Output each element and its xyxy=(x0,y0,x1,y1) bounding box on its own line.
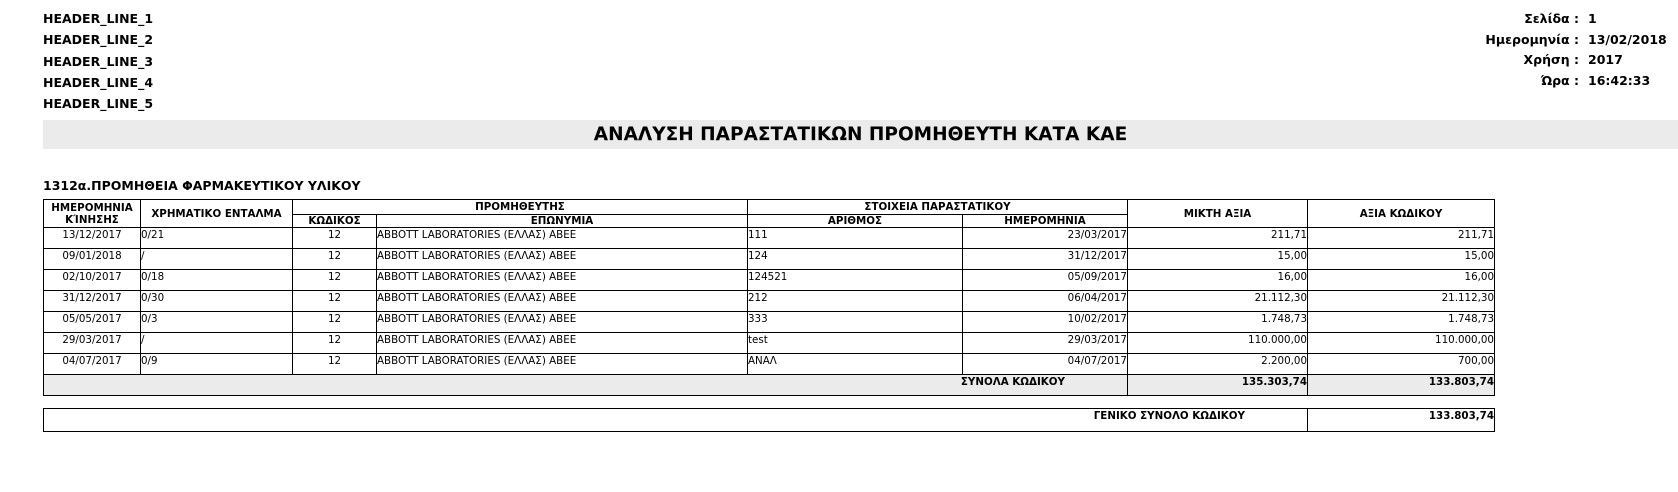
totals-label xyxy=(44,375,1128,396)
table-row xyxy=(44,249,1495,270)
meta-year xyxy=(1380,50,1667,71)
cell-name: ABBOTT LABORATORIES (ΕΛΛΑΣ) ΑΒΕΕ xyxy=(377,312,748,333)
col-code-value: ΑΞΙΑ ΚΩΔΙΚΟΥ xyxy=(1308,200,1495,228)
col-supplier-group: ΠΡΟΜΗΘΕΥΤΗΣ xyxy=(293,200,748,215)
cell-name: ABBOTT LABORATORIES (ΕΛΛΑΣ) ΑΒΕΕ xyxy=(377,291,748,312)
cell-code: 12 xyxy=(293,270,377,291)
cell-gross: 1.748,73 xyxy=(1128,312,1308,333)
time-label: Ώρα : xyxy=(1540,72,1579,88)
totals-value: 133.803,74 xyxy=(1308,375,1495,396)
report-meta xyxy=(1380,9,1667,91)
col-gross-value: ΜΙΚΤΗ ΑΞΙΑ xyxy=(1128,200,1308,228)
table-row xyxy=(44,270,1495,291)
col-document-group: ΣΤΟΙΧΕΙΑ ΠΑΡΑΣΤΑΤΙΚΟΥ xyxy=(748,200,1128,215)
cell-value: 1.748,73 xyxy=(1308,312,1495,333)
section-title: 1312α.ΠΡΟΜΗΘΕΙΑ ΦΑΡΜΑΚΕΥΤΙΚΟΥ ΥΛΙΚΟΥ xyxy=(43,178,361,193)
cell-name: ABBOTT LABORATORIES (ΕΛΛΑΣ) ΑΒΕΕ xyxy=(377,333,748,354)
grand-total-label-text: ΓΕΝΙΚΟ ΣΥΝΟΛΟ ΚΩΔΙΚΟΥ xyxy=(1093,410,1245,422)
report-title: ΑΝΑΛΥΣΗ ΠΑΡΑΣΤΑΤΙΚΩΝ ΠΡΟΜΗΘΕΥΤΗ ΚΑΤΑ ΚΑΕ xyxy=(43,120,1678,149)
header-lines xyxy=(43,8,153,114)
cell-value: 110.000,00 xyxy=(1308,333,1495,354)
cell-number: ΑΝΑΛ xyxy=(748,354,963,375)
cell-date: 02/10/2017 xyxy=(44,270,141,291)
cell-date: 13/12/2017 xyxy=(44,228,141,249)
cell-date: 29/03/2017 xyxy=(44,333,141,354)
cell-value: 21.112,30 xyxy=(1308,291,1495,312)
cell-name: ABBOTT LABORATORIES (ΕΛΛΑΣ) ΑΒΕΕ xyxy=(377,354,748,375)
table-row xyxy=(44,333,1495,354)
header-line-1: HEADER_LINE_1 xyxy=(43,11,154,26)
table-row xyxy=(44,312,1495,333)
table-row xyxy=(44,291,1495,312)
page-label: Σελίδα : xyxy=(1524,11,1579,26)
header-line-5: HEADER_LINE_5 xyxy=(43,96,154,112)
date-label: Ημερομηνία : xyxy=(1485,31,1579,47)
meta-time xyxy=(1380,71,1667,92)
cell-code: 12 xyxy=(293,333,377,354)
year-value: 2017 xyxy=(1588,52,1623,67)
cell-code: 12 xyxy=(293,291,377,312)
header-line-4: HEADER_LINE_4 xyxy=(43,74,154,90)
header-line-2: HEADER_LINE_2 xyxy=(43,32,154,48)
meta-page xyxy=(1380,9,1667,30)
cell-number: 212 xyxy=(748,291,963,312)
col-payment-order: ΧΡΗΜΑΤΙΚΟ ΕΝΤΑΛΜΑ xyxy=(141,200,293,228)
totals-gross: 135.303,74 xyxy=(1128,375,1308,396)
cell-number: 333 xyxy=(748,312,963,333)
cell-code: 12 xyxy=(293,312,377,333)
totals-label-text: ΣΥΝΟΛΑ ΚΩΔΙΚΟΥ xyxy=(960,376,1065,388)
cell-doc-date: 23/03/2017 xyxy=(963,228,1128,249)
cell-number: 111 xyxy=(748,228,963,249)
cell-doc-date: 31/12/2017 xyxy=(963,249,1128,270)
page-value: 1 xyxy=(1588,11,1597,26)
cell-gross: 21.112,30 xyxy=(1128,291,1308,312)
cell-order: 0/21 xyxy=(141,228,293,249)
col-supplier-name: ΕΠΩΝΥΜΙΑ xyxy=(377,215,748,228)
cell-code: 12 xyxy=(293,228,377,249)
table-row xyxy=(44,228,1495,249)
col-doc-date: ΗΜΕΡΟΜΗΝΙΑ xyxy=(963,215,1128,228)
cell-order: 0/18 xyxy=(141,270,293,291)
cell-name: ABBOTT LABORATORIES (ΕΛΛΑΣ) ΑΒΕΕ xyxy=(377,270,748,291)
totals-row xyxy=(44,375,1495,396)
cell-code: 12 xyxy=(293,249,377,270)
date-value: 13/02/2018 xyxy=(1588,31,1667,47)
meta-date xyxy=(1380,30,1667,51)
cell-date: 05/05/2017 xyxy=(44,312,141,333)
cell-name: ABBOTT LABORATORIES (ΕΛΛΑΣ) ΑΒΕΕ xyxy=(377,228,748,249)
cell-code: 12 xyxy=(293,354,377,375)
col-movement-date xyxy=(44,200,141,228)
cell-doc-date: 05/09/2017 xyxy=(963,270,1128,291)
cell-value: 15,00 xyxy=(1308,249,1495,270)
grand-total-label xyxy=(44,409,1308,432)
time-value: 16:42:33 xyxy=(1588,72,1651,88)
grand-total-table xyxy=(43,408,1495,432)
cell-gross: 15,00 xyxy=(1128,249,1308,270)
grand-total-value: 133.803,74 xyxy=(1308,409,1495,432)
cell-gross: 110.000,00 xyxy=(1128,333,1308,354)
cell-date: 09/01/2018 xyxy=(44,249,141,270)
cell-date: 31/12/2017 xyxy=(44,291,141,312)
col-movement-date-line1: ΗΜΕΡΟΜΗΝΙΑ xyxy=(51,201,133,214)
cell-gross: 2.200,00 xyxy=(1128,354,1308,375)
cell-doc-date: 06/04/2017 xyxy=(963,291,1128,312)
year-label: Χρήση : xyxy=(1523,52,1579,67)
cell-gross: 211,71 xyxy=(1128,228,1308,249)
cell-order: 0/30 xyxy=(141,291,293,312)
cell-order: 0/9 xyxy=(141,354,293,375)
cell-gross: 16,00 xyxy=(1128,270,1308,291)
cell-order: / xyxy=(141,333,293,354)
grand-total-row xyxy=(44,409,1495,432)
cell-number: 124 xyxy=(748,249,963,270)
col-supplier-code: ΚΩΔΙΚΟΣ xyxy=(293,215,377,228)
table-row xyxy=(44,354,1495,375)
cell-value: 16,00 xyxy=(1308,270,1495,291)
cell-value: 211,71 xyxy=(1308,228,1495,249)
cell-number: test xyxy=(748,333,963,354)
col-movement-date-line2: ΚΊΝΗΣΗΣ xyxy=(65,213,119,226)
cell-doc-date: 29/03/2017 xyxy=(963,333,1128,354)
cell-doc-date: 10/02/2017 xyxy=(963,312,1128,333)
documents-table xyxy=(43,199,1495,396)
cell-number: 124521 xyxy=(748,270,963,291)
cell-value: 700,00 xyxy=(1308,354,1495,375)
header-line-3: HEADER_LINE_3 xyxy=(43,53,154,69)
cell-order: 0/3 xyxy=(141,312,293,333)
cell-doc-date: 04/07/2017 xyxy=(963,354,1128,375)
cell-order: / xyxy=(141,249,293,270)
col-doc-number: ΑΡΙΘΜΟΣ xyxy=(748,215,963,228)
cell-date: 04/07/2017 xyxy=(44,354,141,375)
cell-name: ABBOTT LABORATORIES (ΕΛΛΑΣ) ΑΒΕΕ xyxy=(377,249,748,270)
